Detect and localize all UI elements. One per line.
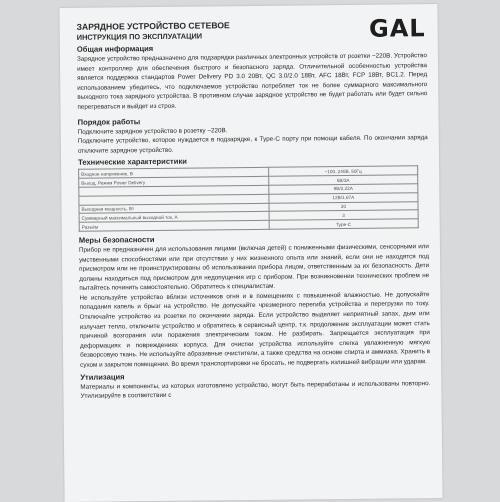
specs-heading: Технические характеристики (77, 157, 187, 168)
safety-paragraph-1: Прибор не предназначен для использования лицами (включая детей) с пониженными физическими, сенсорными или умственными способностями или при отсутствии у них жизненного опыта или знаний, если они не находятся под присмотром или не проинструктированы об использовании прибора лицом, ответственным за их безопасность. Дети должны находиться под присмотром для недопущения игр с прибором. При возникновении технических проблем не пытайтесь починить самостоятельно. Обратитесь к специалистам. (78, 243, 430, 293)
spec-value: ~100..240В, 50Гц (268, 166, 417, 176)
brand-logo: GAL (368, 14, 426, 43)
spec-key: Входное напряжение, В (79, 168, 269, 179)
operation-line-2: Подключите устройство, которое нуждается в подзарядке, к Type-C порту при помощи кабеля. По окончании заряда отключите зарядное устройство. (77, 134, 428, 155)
spec-value: 5В/3А (269, 175, 418, 185)
general-text: Зарядное устройство предназначено для подзарядки различных электронных устройств от розетки ~220В. Устройство имеет контроллер для обеспечения быстрого и безопасного заряда. Отличительной особенностью устройства является поддержка стандартов Power Delivery PD 3.0 20Вт, QC 3.0/2.0 18Вт, AFC 18Вт, FCP 18Вт, BC1.2. Перед использованием убедитесь, что подключаемое устройство потребляет ток не более суммарного максимального выходного тока зарядного устройства. В противном случае зарядное устройство не будет работать или будет сильно перегреваться и выйдет из строя. (76, 52, 428, 111)
safety-paragraph-2: Не используйте устройство вблизи источников огня и в помещениях с повышенной влажностью. Не допускайте попадания капель и брызг на устройство. Не допускайте чрезмерного перегиба устройства и перегрузки по току. Отключайте устройство из розетки по окончании заряда. Если устройство выделяет неприятный запах, дым или излучает тепло, отключите устройство и обратитесь в сервисный центр, т.к. продолжение эксплуатации может стать причиной возгорания или поражения электрическим током. Не разбирать. Запрещается эксплуатация при деформациях и повреждениях корпуса. Для очистки устройства используйте слегка увлажненную мягкую безворсовую ткань. Не используйте абразивные очистители, а также средства на основе спирта и аммиака. Хранить в сухом и закрытом помещении. Во время транспортировки не бросать, не подвергать излишней вибрации или ударам. (79, 291, 431, 369)
operation-line-1: Подключите зарядное устройство в розетку ~220В. (77, 126, 228, 136)
instruction-sheet (59, 4, 442, 502)
spec-value: 3 (269, 210, 418, 220)
spec-value: 20 (269, 201, 418, 211)
page-title: ЗАРЯДНОЕ УСТРОЙСТВО СЕТЕВОЕ (76, 20, 230, 32)
sheet-content (77, 18, 431, 401)
spec-key: Разъём (79, 220, 269, 231)
spec-key: Выходная мощность, Вт (79, 203, 269, 214)
disposal-text: Материалы и компоненты, из которых изготовлено устройство, могут быть переработаны и использованы повторно. Утилизируйте в соответствии с (80, 379, 431, 401)
spec-value: 12В/1,67А (269, 192, 418, 202)
disposal-heading: Утилизация (80, 371, 125, 382)
spec-key: Суммарный максимальный выходной ток, А (79, 212, 269, 223)
general-heading: Общая информация (76, 44, 154, 54)
operation-heading: Порядок работы (77, 116, 141, 127)
page-subtitle: ИНСТРУКЦИЯ ПО ЭКСПЛУАТАЦИИ (76, 31, 203, 42)
spec-key: Выход, Режим Power Delivery (79, 176, 269, 187)
specs-table (78, 166, 419, 232)
spec-value: 9В/2,22А (269, 184, 418, 194)
spec-value: Type-C (269, 219, 418, 229)
safety-heading: Меры безопасности (78, 234, 155, 245)
